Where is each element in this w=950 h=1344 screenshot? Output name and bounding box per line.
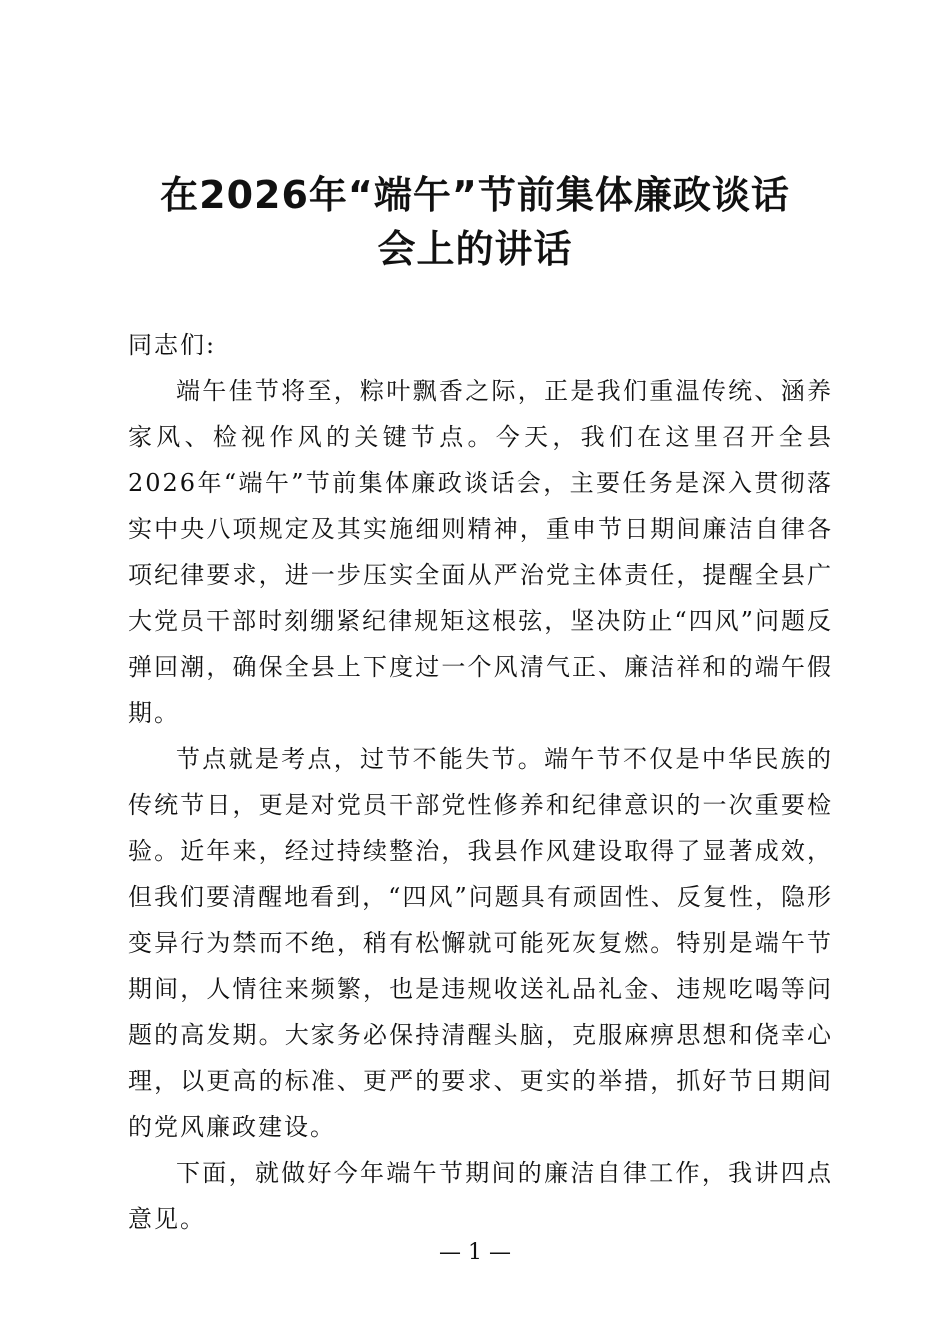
page-number: — 1 — <box>439 1240 511 1265</box>
document-title <box>0 168 950 276</box>
paragraph-2: 节点就是考点，过节不能失节。端午节不仅是中华民族的传统节日，更是对党员干部党性修养和纪律意识的一次重要检验。近年来，经过持续整治，我县作风建设取得了显著成效，但我们要清醒地看到，“四风”问题具有顽固性、反复性，隐形变异行为禁而不绝，稍有松懈就可能死灰复燃。特别是端午节期间，人情往来频繁，也是违规收送礼品礼金、违规吃喝等问题的高发期。大家务必保持清醒头脑，克服麻痹思想和侥幸心理，以更高的标准、更严的要求、更实的举措，抓好节日期间的党风廉政建设。 <box>128 745 833 1141</box>
salutation: 同志们: <box>128 331 217 359</box>
title-line-1: 在2026年“端午”节前集体廉政谈话 <box>160 173 790 217</box>
document-body <box>128 322 833 1242</box>
paragraph-1: 端午佳节将至，粽叶飘香之际，正是我们重温传统、涵养家风、检视作风的关键节点。今天，我们在这里召开全县2026年“端午”节前集体廉政谈话会，主要任务是深入贯彻落实中央八项规定及其实施细则精神，重申节日期间廉洁自律各项纪律要求，进一步压实全面从严治党主体责任，提醒全县广大党员干部时刻绷紧纪律规矩这根弦，坚决防止“四风”问题反弹回潮，确保全县上下度过一个风清气正、廉洁祥和的端午假期。 <box>128 377 833 727</box>
title-line-2: 会上的讲话 <box>377 227 573 271</box>
paragraph-3: 下面，就做好今年端午节期间的廉洁自律工作，我讲四点意见。 <box>128 1159 833 1233</box>
